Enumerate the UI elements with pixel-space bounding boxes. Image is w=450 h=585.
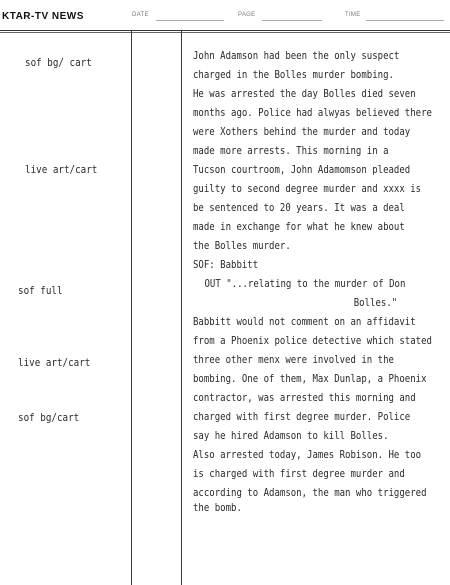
script-line: from a Phoenix police detective which stated [193,334,432,347]
script-line: the Bolles murder. [193,239,291,252]
page-field-line [262,20,322,21]
station-logo: KTAR-TV NEWS [2,11,84,22]
script-line: months ago. Police had alwyas believed there [193,106,432,119]
script-line: be sentenced to 20 years. It was a deal [193,201,405,214]
time-label: TIME [345,12,361,18]
script-line: SOF: Babbitt [193,258,259,271]
cue-item: sof bg/cart [18,412,80,424]
script-line: charged in the Bolles murder bombing. [193,68,394,81]
script-line: guilty to second degree murder and xxxx is [193,182,422,195]
script-line: bombing. One of them, Max Dunlap, a Phoenix [193,372,427,385]
script-line: say he hired Adamson to kill Bolles. [193,429,389,442]
header-rule-secondary [0,32,450,33]
script-line: contractor, was arrested this morning and [193,391,416,404]
script-line: He was arrested the day Bolles died seven [193,87,416,100]
script-line: OUT "...relating to the murder of Don [204,277,406,290]
script-body [193,46,450,514]
script-line: made in exchange for what he knew about [193,220,405,233]
cue-item: sof full [18,285,63,297]
script-line: John Adamson had been the only suspect [193,49,400,62]
script-line: three other menx were involved in the [193,353,394,366]
column-divider-left [131,30,132,585]
header-rule [0,30,450,31]
script-line: made more arrests. This morning in a [193,144,389,157]
script-line: Also arrested today, James Robison. He too [193,448,422,461]
script-line: charged with first degree murder. Police [193,410,411,423]
date-label: DATE [132,12,149,18]
script-line: Tucson courtroom, John Adamomson pleaded [193,163,411,176]
column-divider-right [181,30,182,585]
cue-item: live art/cart [25,164,98,176]
script-line: Bolles." [353,296,398,309]
script-line: is charged with first degree murder and [193,467,405,480]
time-field-line [366,20,444,21]
script-line: the bomb. [193,501,242,514]
script-line: were Xothers behind the murder and today [193,125,411,138]
script-line: according to Adamson, the man who triggered [193,486,427,499]
cue-item: sof bg/ cart [25,57,92,69]
page-label: PAGE [238,12,256,18]
date-field-line [156,20,224,21]
cue-item: live art/cart [18,357,91,369]
script-line: Babbitt would not comment on an affidavit [193,315,416,328]
